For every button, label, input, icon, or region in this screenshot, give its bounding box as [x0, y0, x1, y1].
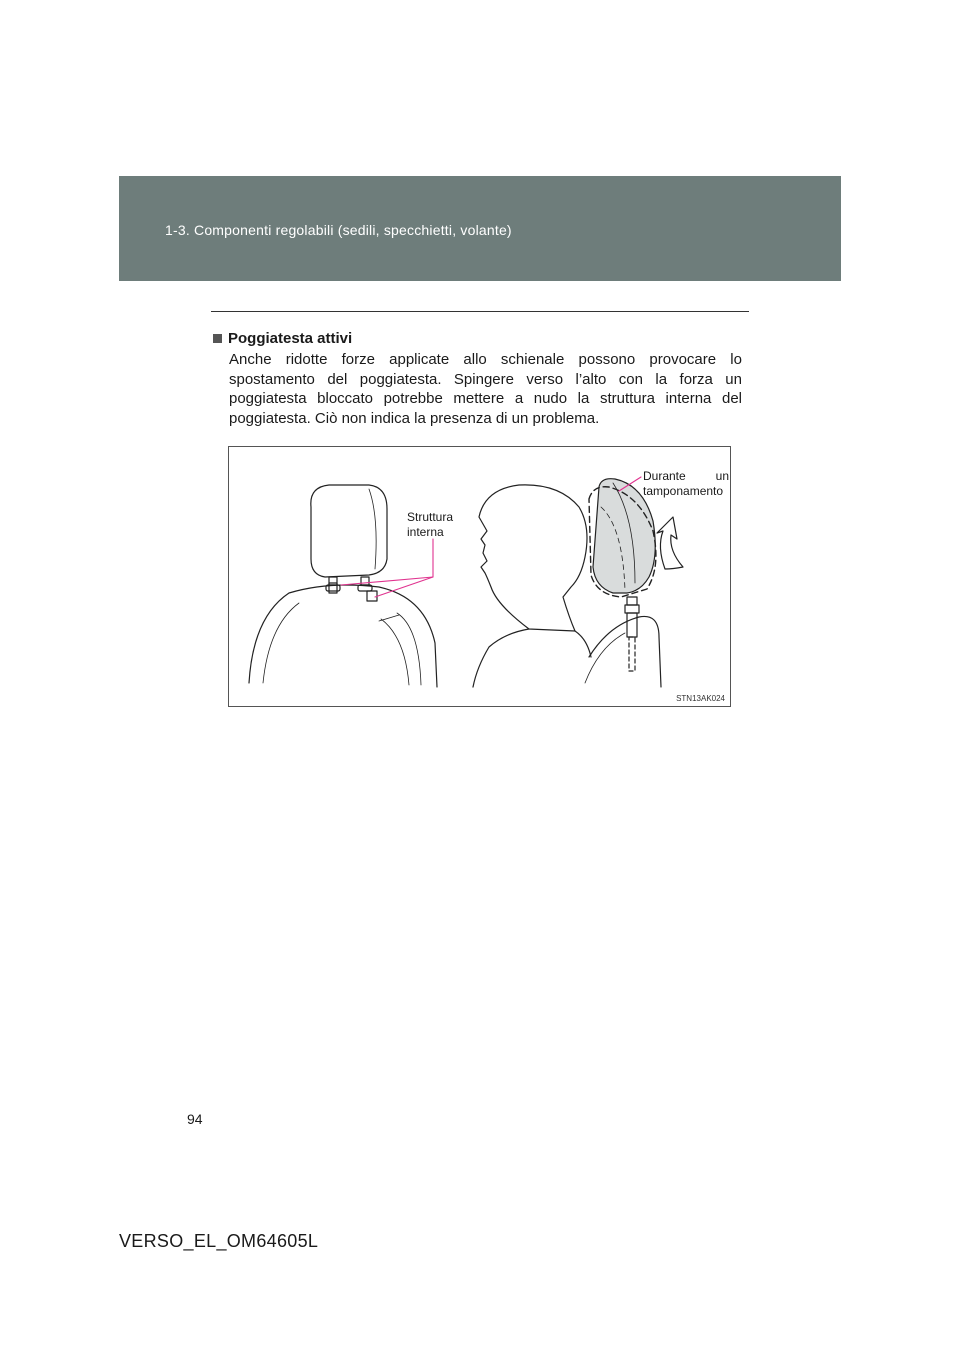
upward-arrow-icon — [657, 517, 683, 569]
figure-code: STN13AK024 — [676, 694, 725, 703]
impact-label: Durante un tamponamento — [643, 469, 729, 498]
section-heading — [213, 330, 352, 347]
header-band — [119, 176, 841, 281]
headrest-illustration — [228, 446, 731, 707]
person-shoulder — [473, 629, 529, 687]
internal-structure-label: Struttura interna — [407, 510, 454, 539]
section-title: 1-3. Componenti regolabili (sedili, specchietti, volante) — [165, 222, 512, 238]
right-seatback — [589, 616, 661, 687]
heading-text: Poggiatesta attivi — [228, 330, 353, 347]
document-code: VERSO_EL_OM64605L — [119, 1231, 319, 1251]
divider — [211, 311, 749, 312]
square-bullet-icon — [213, 334, 222, 343]
left-seatback — [249, 585, 437, 687]
person-profile — [479, 485, 587, 631]
body-paragraph: Anche ridotte forze applicate allo schienale possono provocare lo spostamento del poggiatesta. Spingere verso l’alto con la forza un poggiatesta bloccato potrebbe mettere a nudo la struttura interna del poggiatesta. Ciò non indica la presenza di un problema. — [229, 351, 742, 427]
page-number: 94 — [187, 1111, 203, 1127]
